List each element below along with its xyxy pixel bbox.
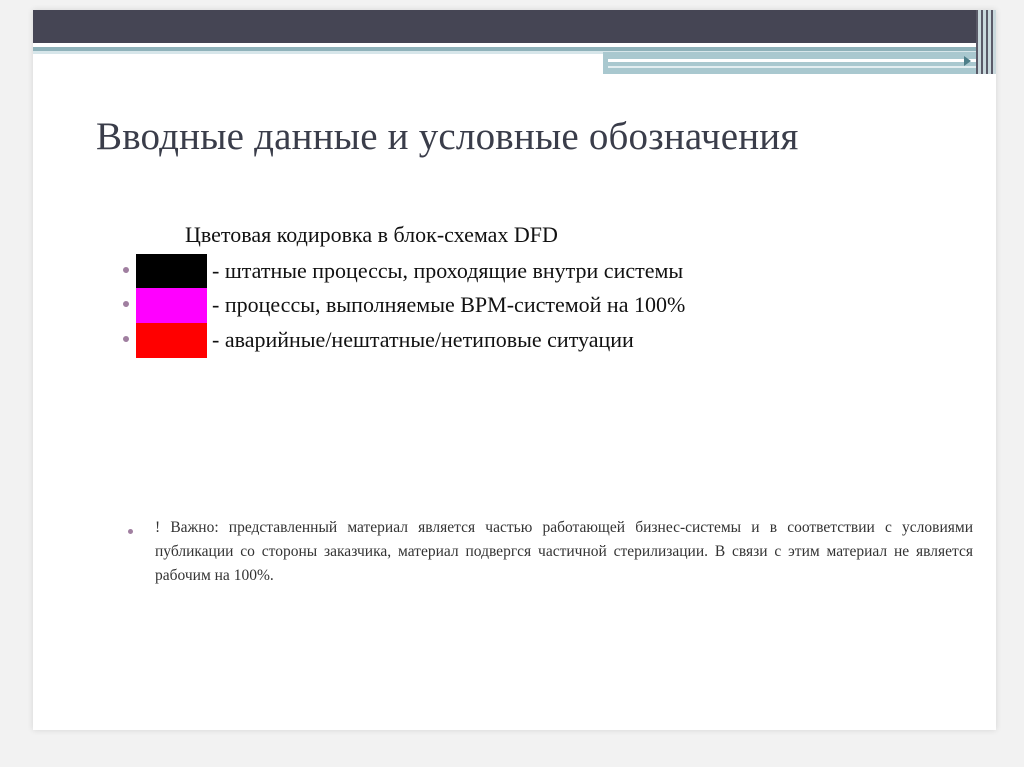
legend-item-black xyxy=(123,254,843,290)
color-swatch-red xyxy=(136,323,207,358)
color-swatch-black xyxy=(136,254,207,289)
legend-heading: Цветовая кодировка в блок-схемах DFD xyxy=(185,222,558,247)
slide xyxy=(33,10,996,730)
legend-item-magenta xyxy=(123,288,843,324)
header-accent-block xyxy=(603,52,996,74)
disclaimer-note xyxy=(128,516,973,588)
slide-title: Вводные данные и условные обозначения xyxy=(96,115,799,158)
legend-item-label: - процессы, выполняемые BPM-системой на 100% xyxy=(212,292,686,317)
bullet-icon xyxy=(123,336,129,342)
bullet-icon xyxy=(128,529,133,534)
legend-item-label: - штатные процессы, проходящие внутри системы xyxy=(212,258,684,283)
legend-item-label: - аварийные/нештатные/нетиповые ситуации xyxy=(212,327,634,352)
color-swatch-magenta xyxy=(136,288,207,323)
header-accent-stripe xyxy=(608,59,996,62)
triangle-arrow-icon xyxy=(964,56,971,66)
header-accent-stripe-secondary xyxy=(608,66,996,68)
disclaimer-text: ! Важно: представленный материал является частью работающей бизнес-системы и в соответствии с условиями публикации со стороны заказчика, материал подвергся частичной стерилизации. В связи с этим материал не является рабочим на 100%. xyxy=(155,519,973,584)
bullet-icon xyxy=(123,267,129,273)
legend-item-red xyxy=(123,323,843,359)
header-vertical-stripes xyxy=(976,10,996,74)
bullet-icon xyxy=(123,301,129,307)
header-bar xyxy=(33,10,996,43)
